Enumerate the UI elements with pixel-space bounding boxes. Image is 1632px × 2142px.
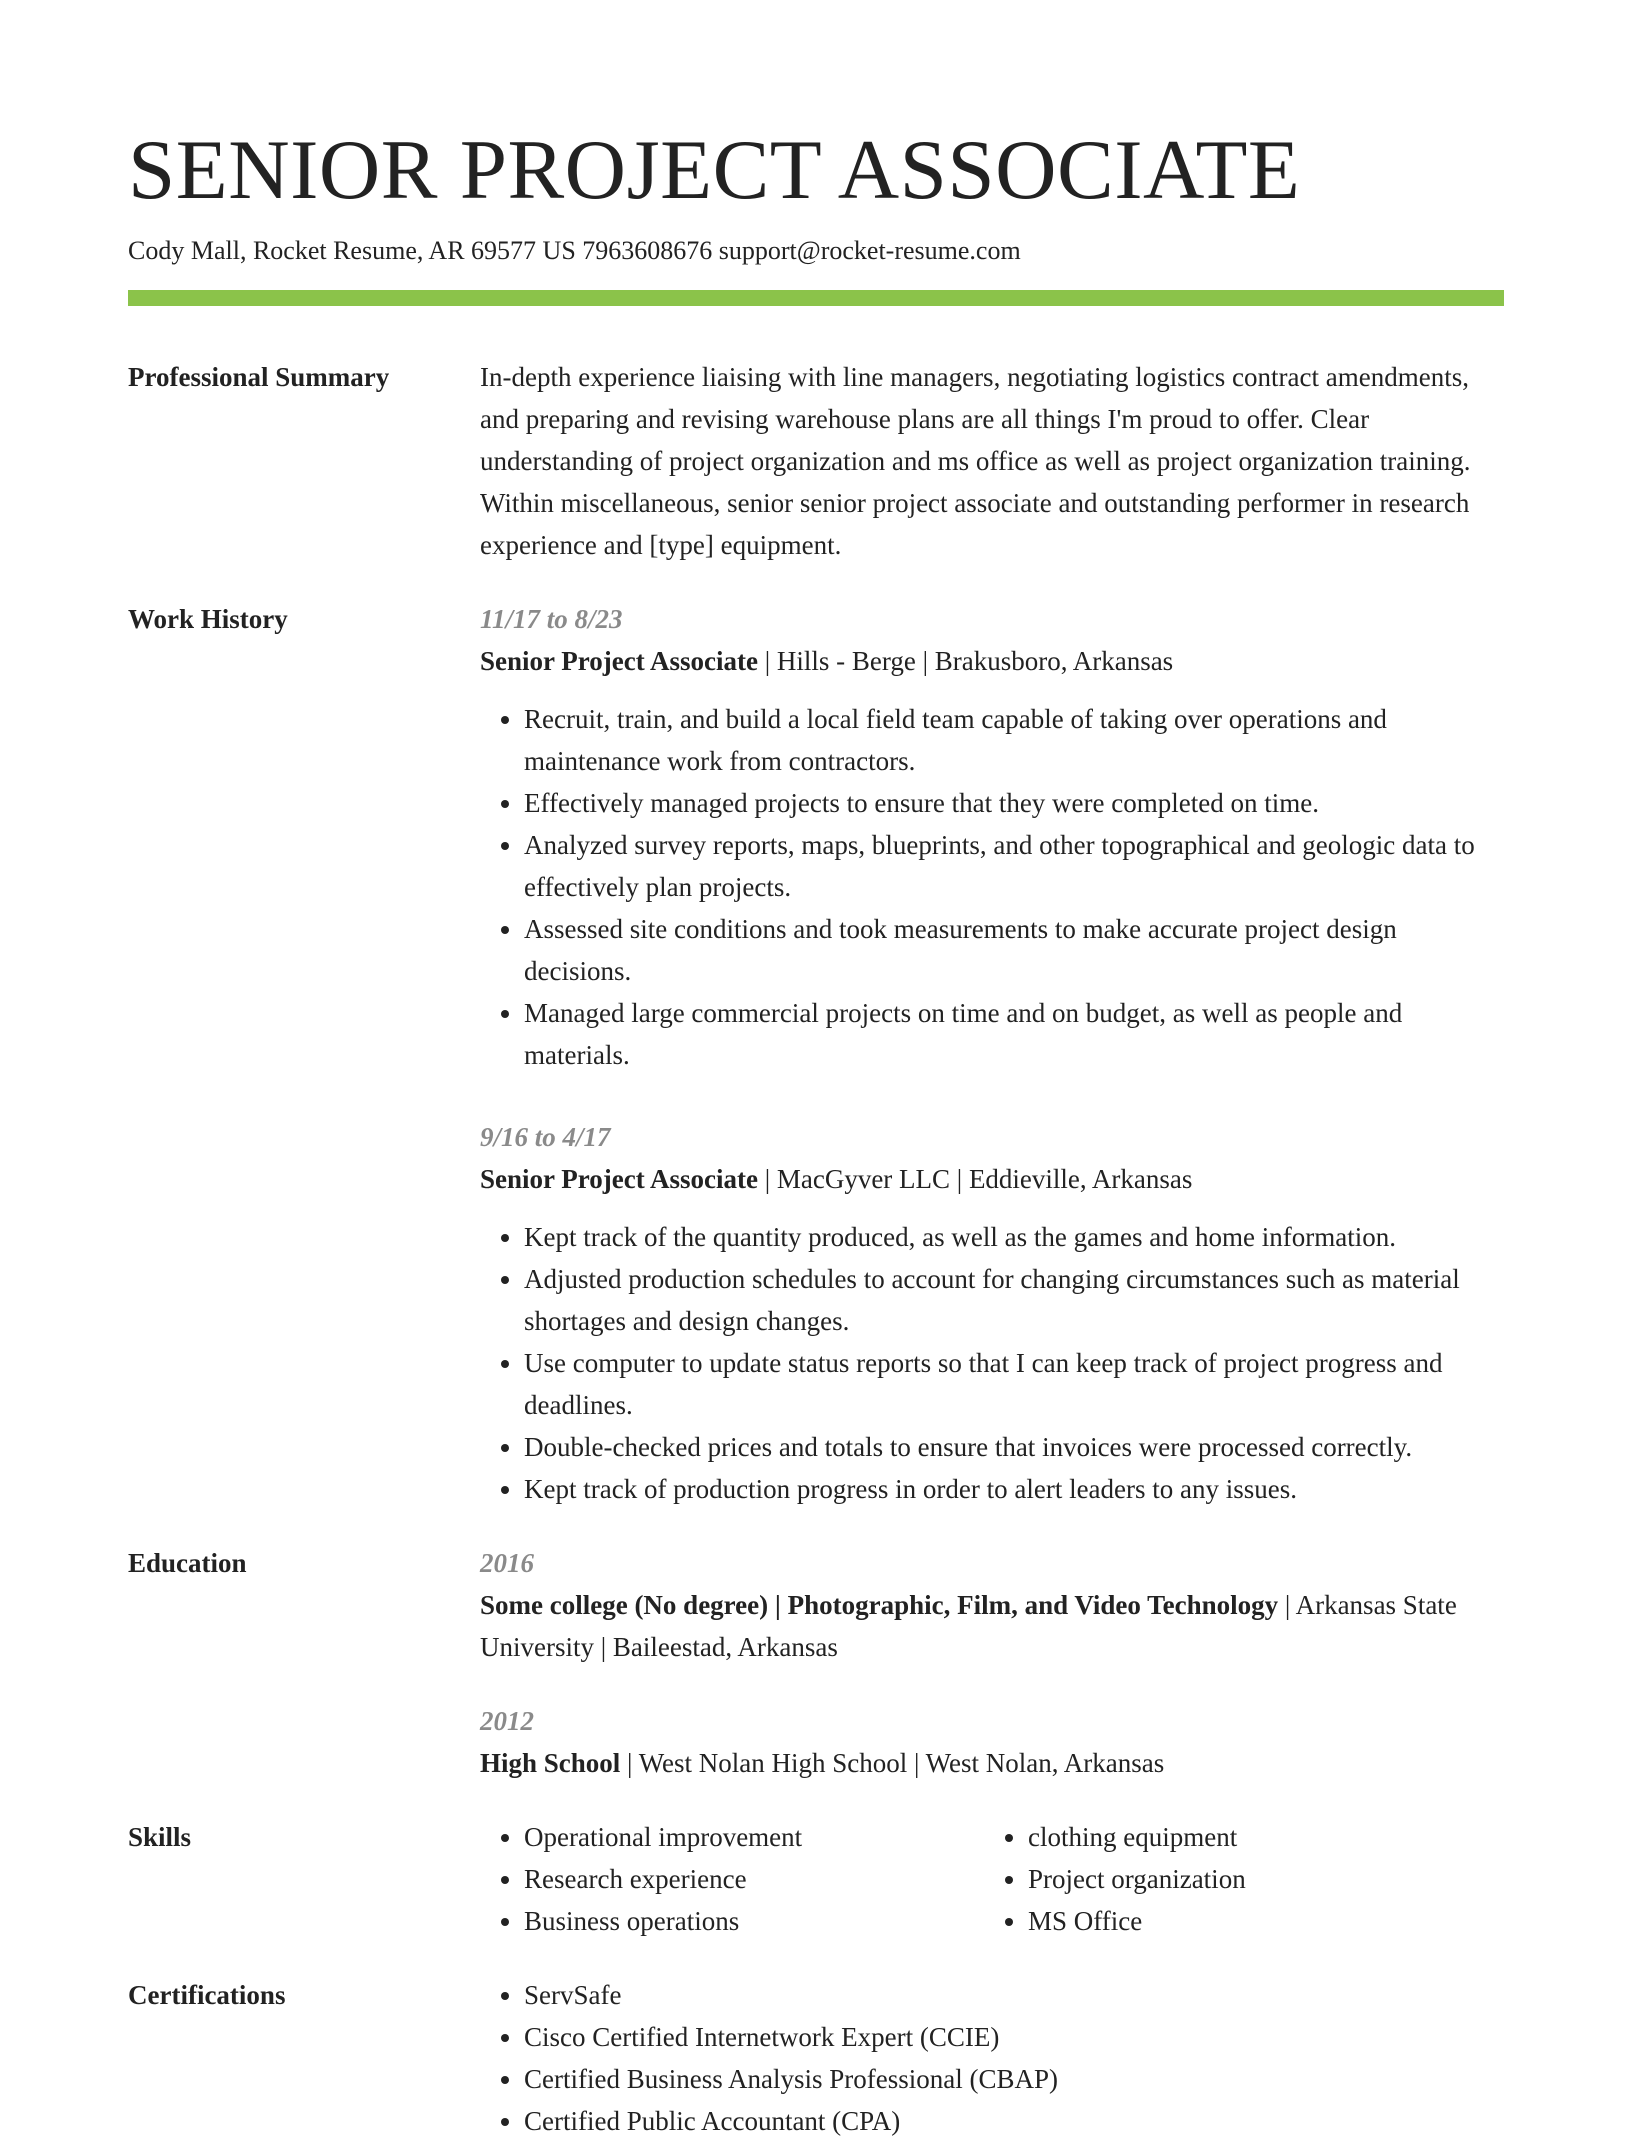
- summary-heading: Professional Summary: [128, 362, 390, 392]
- skills-section: [128, 1816, 1504, 1942]
- education-details: | West Nolan High School | West Nolan, Arkansas: [620, 1748, 1165, 1778]
- skill-item: • Research experience: [524, 1858, 984, 1900]
- job-entry: [480, 1116, 1504, 1510]
- certifications-body: [480, 1974, 1504, 2142]
- education-year: 2012: [480, 1706, 534, 1736]
- job-entry: [480, 598, 1504, 1076]
- resume-title: SENIOR PROJECT ASSOCIATE: [128, 123, 1301, 217]
- job-bullet: • Effectively managed projects to ensure that they were completed on time.: [524, 782, 1504, 824]
- job-bullet: • Adjusted production schedules to account for changing circumstances such as material shortages and design changes.: [524, 1258, 1504, 1342]
- skills-body: [480, 1816, 1504, 1942]
- education-degree: High School: [480, 1748, 621, 1778]
- contact-email: support@rocket-resume.com: [718, 236, 1021, 265]
- job-bullet: • Double-checked prices and totals to ensure that invoices were processed correctly.: [524, 1426, 1504, 1468]
- contact-line: [128, 234, 1504, 268]
- job-dates: 11/17 to 8/23: [480, 604, 623, 634]
- certification-item: • Certified Public Accountant (CPA): [524, 2100, 1504, 2142]
- certification-item: • ServSafe: [524, 1974, 1504, 2016]
- job-title: Senior Project Associate: [480, 646, 758, 676]
- education-degree: Some college (No degree) | Photographic, Film, and Video Technology: [480, 1590, 1279, 1620]
- education-line: [480, 1742, 1504, 1784]
- education-heading: Education: [128, 1548, 247, 1578]
- education-year: 2016: [480, 1548, 534, 1578]
- job-bullet: • Assessed site conditions and took measurements to make accurate project design decisions.: [524, 908, 1504, 992]
- job-bullets: [480, 1216, 1504, 1510]
- summary-section: [128, 356, 1504, 566]
- education-line: [480, 1584, 1504, 1668]
- work-history-body: [480, 598, 1504, 1510]
- education-entry: [480, 1542, 1504, 1668]
- certification-item: • Certified Business Analysis Professional (CBAP): [524, 2058, 1504, 2100]
- header-divider: [128, 290, 1504, 306]
- certifications-list: [480, 1974, 1504, 2142]
- skill-item: • MS Office: [1028, 1900, 1246, 1942]
- job-bullets: [480, 698, 1504, 1076]
- certification-item: • Cisco Certified Internetwork Expert (CCIE): [524, 2016, 1504, 2058]
- education-details: | Arkansas State University | Baileestad, Arkansas: [480, 1590, 1457, 1662]
- job-details: | MacGyver LLC | Eddieville, Arkansas: [757, 1164, 1193, 1194]
- education-section: [128, 1542, 1504, 1784]
- job-role-line: [480, 640, 1504, 682]
- job-bullet: • Managed large commercial projects on time and on budget, as well as people and materials.: [524, 992, 1504, 1076]
- skill-item: • Business operations: [524, 1900, 984, 1942]
- job-bullet: • Analyzed survey reports, maps, blueprints, and other topographical and geologic data to effectively plan projects.: [524, 824, 1504, 908]
- education-entry: [480, 1700, 1504, 1784]
- job-bullet: • Kept track of production progress in order to alert leaders to any issues.: [524, 1468, 1504, 1510]
- certifications-section: [128, 1974, 1504, 2142]
- summary-text: In-depth experience liaising with line managers, negotiating logistics contract amendments, and preparing and revising warehouse plans are all things I'm proud to offer. Clear understanding of project organization and ms office as well as project organization training. Within miscellaneous, senior senior project associate and outstanding performer in research experience and [type] equipment.: [480, 362, 1471, 560]
- job-bullet: • Use computer to update status reports so that I can keep track of project progress and deadlines.: [524, 1342, 1504, 1426]
- job-title: Senior Project Associate: [480, 1164, 758, 1194]
- skills-column-2: [984, 1816, 1246, 1942]
- contact-phone: 7963608676: [582, 236, 713, 265]
- certifications-heading: Certifications: [128, 1980, 286, 2010]
- job-bullet: • Kept track of the quantity produced, as well as the games and home information.: [524, 1216, 1504, 1258]
- skill-item: • clothing equipment: [1028, 1816, 1246, 1858]
- skills-heading: Skills: [128, 1822, 192, 1852]
- skill-item: • Project organization: [1028, 1858, 1246, 1900]
- job-role-line: [480, 1158, 1504, 1200]
- skill-item: • Operational improvement: [524, 1816, 984, 1858]
- education-body: [480, 1542, 1504, 1784]
- work-history-heading: Work History: [128, 604, 288, 634]
- skills-column-1: [480, 1816, 984, 1942]
- job-dates: 9/16 to 4/17: [480, 1122, 611, 1152]
- job-details: | Hills - Berge | Brakusboro, Arkansas: [757, 646, 1174, 676]
- contact-address: Cody Mall, Rocket Resume, AR 69577 US: [128, 236, 576, 265]
- work-history-section: [128, 598, 1504, 1510]
- job-bullet: • Recruit, train, and build a local field team capable of taking over operations and maintenance work from contractors.: [524, 698, 1504, 782]
